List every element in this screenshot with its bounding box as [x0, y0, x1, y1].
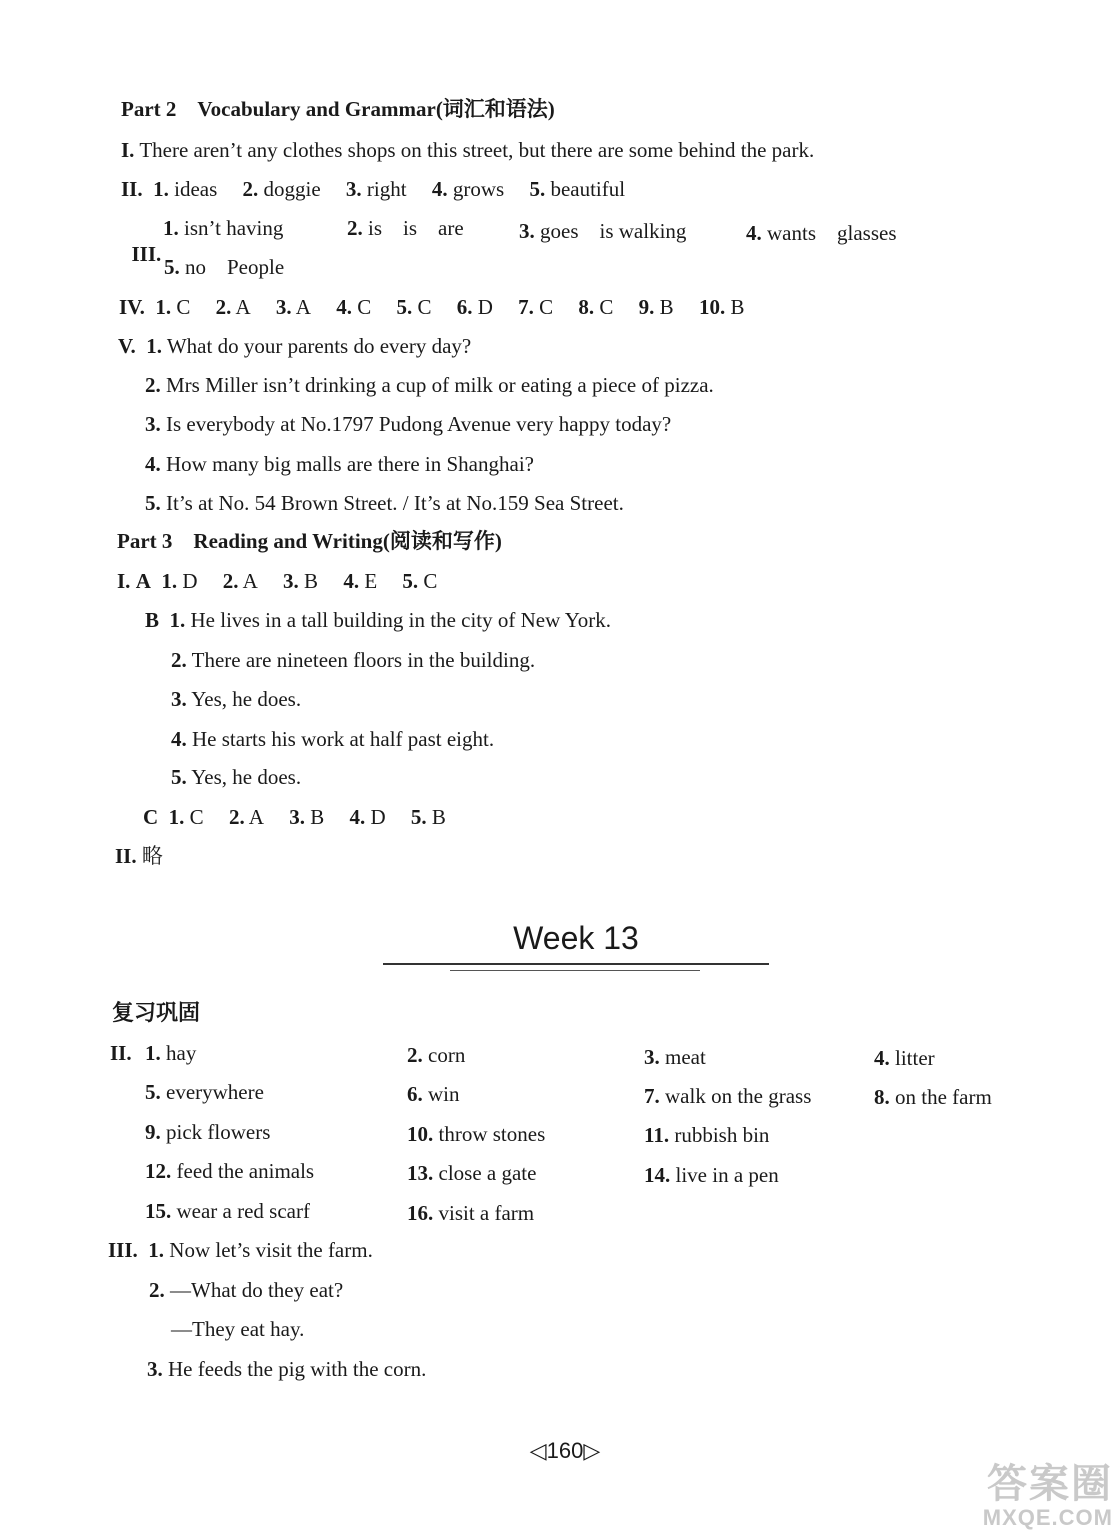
answer-item: 3. goes is walking — [519, 219, 687, 243]
answer-item: 2. Mrs Miller isn’t drinking a cup of milk or eating a piece of pizza. — [145, 373, 714, 397]
watermark-logo — [953, 1462, 1113, 1530]
answer-item: 7. walk on the grass — [644, 1084, 812, 1108]
answer-item: 4. wants glasses — [746, 221, 897, 245]
answer-item: 6. win — [407, 1082, 460, 1106]
answer-item: 3. B — [289, 805, 325, 829]
answer-item: —They eat hay. — [171, 1317, 305, 1341]
answer-item: 5. everywhere — [145, 1080, 264, 1104]
section-num: II. — [115, 844, 137, 868]
answer-item: 10. throw stones — [407, 1122, 546, 1146]
part3-section-I-C — [143, 804, 446, 830]
answer-item: 8. C — [578, 295, 614, 319]
watermark-bottom: MXQE.COM — [982, 1504, 1113, 1530]
answer-item: 2. is is are — [347, 216, 464, 240]
part3-label: Part 3 — [117, 529, 173, 553]
answer-item: 4. grows — [431, 177, 505, 201]
section-num: III. — [131, 242, 162, 266]
answer-text: Now let’s visit the farm. — [169, 1238, 373, 1262]
page-number: ◁160▷ — [529, 1438, 601, 1463]
part3-title-cn: (阅读和写作) — [382, 529, 502, 553]
answer-text: There aren’t any clothes shops on this street, but there are some behind the park. — [139, 138, 815, 162]
part2-label: Part 2 — [121, 97, 177, 121]
answer-item: 4. D — [349, 805, 386, 829]
answer-item: 3. A — [275, 295, 311, 319]
answer-item: 5. B — [410, 805, 446, 829]
answer-item: 14. live in a pen — [644, 1163, 779, 1187]
answer-item: 4. litter — [874, 1046, 935, 1070]
answer-item: 1. C — [168, 805, 204, 829]
title-rule-thin — [450, 970, 700, 971]
answer-item: 3. meat — [644, 1045, 706, 1069]
answer-text: What do your parents do every day? — [166, 334, 472, 358]
answer-item: 2. doggie — [242, 177, 321, 201]
answer-item: 1. ideas — [153, 177, 218, 201]
answer-item: 1. isn’t having — [163, 216, 284, 240]
answer-item: 3. Yes, he does. — [171, 687, 302, 711]
answer-item: 7. C — [518, 295, 554, 319]
section-num: V. — [118, 334, 136, 358]
section-heading: 复习巩固 — [112, 1000, 201, 1025]
part2-section-I — [121, 137, 814, 163]
answer-item: 4. He starts his work at half past eight. — [171, 727, 495, 751]
answer-item: 1. hay — [145, 1041, 197, 1065]
answer-item: 9. B — [638, 295, 674, 319]
answer-item: 5. no People — [164, 255, 285, 279]
part2-heading — [121, 96, 555, 122]
answer-item: 13. close a gate — [407, 1161, 537, 1185]
answer-item: 10. B — [698, 295, 745, 319]
answer-item: 2. A — [215, 295, 251, 319]
answer-item: 3. Is everybody at No.1797 Pudong Avenue very happy today? — [145, 412, 672, 436]
part3-section-II — [115, 843, 163, 869]
part2-section-V: V. 1. What do your parents do every day? — [118, 334, 472, 358]
section-num: II. — [110, 1041, 132, 1065]
answer-item: 2. corn — [407, 1043, 466, 1067]
answer-item: 5. It’s at No. 54 Brown Street. / It’s at No.159 Sea Street. — [145, 491, 624, 515]
answer-item: 11. rubbish bin — [644, 1123, 770, 1147]
answer-item: 5. Yes, he does. — [171, 765, 302, 789]
part2-section-III — [121, 215, 161, 267]
answer-item: 2. There are nineteen floors in the building. — [171, 648, 536, 672]
part3-heading — [117, 528, 502, 554]
answer-item: 3. right — [345, 177, 407, 201]
subsection-label: A — [135, 569, 151, 593]
week-section-III: III. 1. Now let’s visit the farm. — [108, 1238, 373, 1262]
section-num: I. — [121, 138, 135, 162]
section-num: I. — [117, 569, 131, 593]
subsection-label: B — [145, 608, 160, 632]
subsection-label: C — [143, 805, 159, 829]
answer-item: 2. A — [228, 805, 264, 829]
answer-item: 4. E — [343, 569, 378, 593]
part3-title: Reading and Writing — [193, 529, 383, 553]
answer-text: 略 — [141, 844, 163, 868]
answer-text: He lives in a tall building in the city of New York. — [190, 608, 612, 632]
answer-item: 8. on the farm — [874, 1085, 992, 1109]
answer-item: 2. A — [222, 569, 258, 593]
answer-item: 3. B — [283, 569, 319, 593]
week-title: Week 13 — [513, 920, 639, 956]
answer-item: 1. D — [161, 569, 198, 593]
answer-item: 5. C — [402, 569, 438, 593]
answer-item: 12. feed the animals — [145, 1159, 315, 1183]
answer-item: 6. D — [456, 295, 493, 319]
answer-item: 15. wear a red scarf — [145, 1199, 310, 1223]
answer-item: 5. beautiful — [529, 177, 626, 201]
part2-section-II — [121, 176, 625, 202]
part2-title: Vocabulary and Grammar — [197, 97, 436, 121]
answer-item: 2. —What do they eat? — [149, 1278, 344, 1302]
section-num: IV. — [119, 295, 145, 319]
answer-item: 1. C — [155, 295, 191, 319]
answer-item: 4. C — [336, 295, 372, 319]
title-rule — [383, 963, 769, 965]
part2-title-cn: (词汇和语法) — [435, 97, 555, 121]
part3-section-I-B: B 1. He lives in a tall building in the city of New York. — [145, 608, 612, 632]
section-num: II. — [121, 177, 143, 201]
part2-section-IV — [119, 294, 744, 320]
answer-item: 5. C — [396, 295, 432, 319]
answer-item: 9. pick flowers — [145, 1120, 271, 1144]
section-num: III. — [108, 1238, 138, 1262]
part3-section-I-A — [117, 568, 437, 594]
answer-item: 3. He feeds the pig with the corn. — [147, 1357, 427, 1381]
answer-item: 16. visit a farm — [407, 1201, 535, 1225]
watermark-top: 答案圈 — [987, 1461, 1113, 1506]
answer-item: 4. How many big malls are there in Shanghai? — [145, 452, 534, 476]
